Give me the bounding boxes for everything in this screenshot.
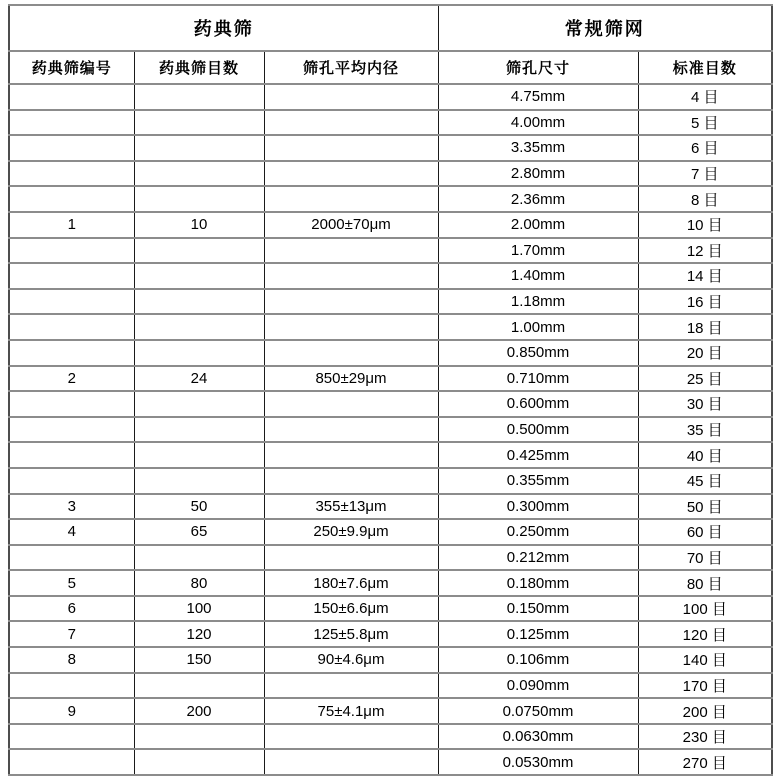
table-row (9, 417, 772, 443)
table-cell: 10 目 (638, 212, 772, 238)
table-cell (264, 238, 438, 264)
table-cell (264, 749, 438, 775)
table-cell: 12 目 (638, 238, 772, 264)
table-cell (264, 289, 438, 315)
table-cell (134, 391, 264, 417)
col-header-pharmacopoeia-sieve-mesh-count: 药典筛目数 (134, 51, 264, 84)
table-cell: 50 目 (638, 494, 772, 520)
table-cell: 2.00mm (438, 212, 638, 238)
table-cell: 70 目 (638, 545, 772, 571)
table-row (9, 135, 772, 161)
table-cell (134, 186, 264, 212)
table-cell: 30 目 (638, 391, 772, 417)
table-cell: 120 目 (638, 621, 772, 647)
table-cell (134, 340, 264, 366)
table-cell: 170 目 (638, 673, 772, 699)
table-cell (134, 161, 264, 187)
table-cell (9, 340, 134, 366)
table-cell (134, 724, 264, 750)
table-cell (264, 340, 438, 366)
table-row (9, 161, 772, 187)
table-cell: 100 目 (638, 596, 772, 622)
table-cell: 1.70mm (438, 238, 638, 264)
table-cell: 24 (134, 366, 264, 392)
table-cell: 40 目 (638, 442, 772, 468)
table-cell: 3.35mm (438, 135, 638, 161)
table-row (9, 186, 772, 212)
table-cell: 200 (134, 698, 264, 724)
table-cell: 4 (9, 519, 134, 545)
table-row (9, 263, 772, 289)
table-cell: 250±9.9μm (264, 519, 438, 545)
table-cell (9, 442, 134, 468)
table-cell: 60 目 (638, 519, 772, 545)
table-cell (9, 417, 134, 443)
table-cell (264, 314, 438, 340)
table-cell: 5 (9, 570, 134, 596)
table-row (9, 673, 772, 699)
table-row (9, 545, 772, 571)
table-cell: 0.180mm (438, 570, 638, 596)
table-cell: 230 目 (638, 724, 772, 750)
table-cell (134, 749, 264, 775)
table-row (9, 621, 772, 647)
table-cell (134, 468, 264, 494)
table-cell: 35 目 (638, 417, 772, 443)
table-cell: 180±7.6μm (264, 570, 438, 596)
table-cell: 9 (9, 698, 134, 724)
table-cell: 2000±70μm (264, 212, 438, 238)
table-cell (134, 545, 264, 571)
table-cell (264, 724, 438, 750)
table-row (9, 647, 772, 673)
table-cell: 5 目 (638, 110, 772, 136)
table-cell (264, 545, 438, 571)
table-cell: 0.425mm (438, 442, 638, 468)
table-cell: 45 目 (638, 468, 772, 494)
table-cell: 14 目 (638, 263, 772, 289)
table-cell: 0.250mm (438, 519, 638, 545)
group-header-pharmacopoeia-sieve: 药典筛 (9, 5, 438, 51)
table-cell: 10 (134, 212, 264, 238)
table-cell (9, 545, 134, 571)
table-row (9, 110, 772, 136)
table-cell (9, 724, 134, 750)
group-header-row (9, 5, 772, 51)
table-cell: 8 目 (638, 186, 772, 212)
col-header-aperture-size: 筛孔尺寸 (438, 51, 638, 84)
table-cell (134, 289, 264, 315)
table-cell (9, 186, 134, 212)
table-row (9, 84, 772, 110)
table-row (9, 570, 772, 596)
table-cell (264, 110, 438, 136)
column-header-row (9, 51, 772, 84)
table-cell (264, 84, 438, 110)
table-cell: 80 (134, 570, 264, 596)
table-cell: 3 (9, 494, 134, 520)
table-cell (264, 161, 438, 187)
table-cell: 2.80mm (438, 161, 638, 187)
table-cell: 18 目 (638, 314, 772, 340)
table-cell: 140 目 (638, 647, 772, 673)
table-row (9, 468, 772, 494)
table-cell: 0.600mm (438, 391, 638, 417)
table-cell: 4.00mm (438, 110, 638, 136)
table-cell (264, 673, 438, 699)
table-cell: 0.125mm (438, 621, 638, 647)
table-cell: 0.212mm (438, 545, 638, 571)
table-row (9, 442, 772, 468)
table-cell (264, 391, 438, 417)
table-cell (134, 442, 264, 468)
table-cell: 0.090mm (438, 673, 638, 699)
table-cell (9, 161, 134, 187)
table-cell: 270 目 (638, 749, 772, 775)
table-cell (9, 673, 134, 699)
table-cell: 2 (9, 366, 134, 392)
table-row (9, 366, 772, 392)
table-cell: 6 (9, 596, 134, 622)
table-cell: 25 目 (638, 366, 772, 392)
col-header-average-aperture-diameter: 筛孔平均内径 (264, 51, 438, 84)
table-cell (9, 263, 134, 289)
sieve-comparison-table-container (8, 4, 773, 776)
table-row (9, 238, 772, 264)
table-cell: 150 (134, 647, 264, 673)
table-row (9, 519, 772, 545)
table-cell (264, 263, 438, 289)
table-cell (264, 186, 438, 212)
table-cell (9, 289, 134, 315)
table-cell: 0.0630mm (438, 724, 638, 750)
table-cell: 0.106mm (438, 647, 638, 673)
table-cell: 80 目 (638, 570, 772, 596)
table-cell (9, 110, 134, 136)
table-cell: 7 (9, 621, 134, 647)
table-cell (134, 84, 264, 110)
table-row (9, 494, 772, 520)
table-row (9, 698, 772, 724)
table-cell (134, 263, 264, 289)
table-cell: 65 (134, 519, 264, 545)
table-row (9, 724, 772, 750)
table-cell: 75±4.1μm (264, 698, 438, 724)
table-cell (9, 468, 134, 494)
table-cell: 125±5.8μm (264, 621, 438, 647)
table-cell: 16 目 (638, 289, 772, 315)
table-cell: 2.36mm (438, 186, 638, 212)
table-body (9, 84, 772, 775)
table-cell: 1 (9, 212, 134, 238)
table-cell (9, 749, 134, 775)
table-row (9, 596, 772, 622)
table-cell: 4.75mm (438, 84, 638, 110)
table-cell: 200 目 (638, 698, 772, 724)
table-cell: 0.355mm (438, 468, 638, 494)
table-cell: 0.850mm (438, 340, 638, 366)
table-cell (9, 391, 134, 417)
table-cell: 50 (134, 494, 264, 520)
table-cell (264, 442, 438, 468)
col-header-pharmacopoeia-sieve-number: 药典筛编号 (9, 51, 134, 84)
table-cell (9, 135, 134, 161)
table-cell: 100 (134, 596, 264, 622)
table-cell: 0.500mm (438, 417, 638, 443)
table-cell (264, 468, 438, 494)
table-cell: 0.710mm (438, 366, 638, 392)
table-cell: 8 (9, 647, 134, 673)
table-cell (134, 110, 264, 136)
table-cell: 0.0750mm (438, 698, 638, 724)
table-cell (264, 135, 438, 161)
table-cell: 1.40mm (438, 263, 638, 289)
table-cell (9, 314, 134, 340)
table-cell: 7 目 (638, 161, 772, 187)
table-cell: 1.18mm (438, 289, 638, 315)
table-cell: 0.150mm (438, 596, 638, 622)
table-cell: 90±4.6μm (264, 647, 438, 673)
table-cell: 355±13μm (264, 494, 438, 520)
table-cell: 120 (134, 621, 264, 647)
table-cell (9, 238, 134, 264)
table-cell: 6 目 (638, 135, 772, 161)
sieve-comparison-table (8, 4, 773, 776)
table-cell (134, 314, 264, 340)
table-cell (134, 673, 264, 699)
table-cell (9, 84, 134, 110)
table-row (9, 340, 772, 366)
group-header-conventional-mesh: 常规筛网 (438, 5, 772, 51)
table-cell: 850±29μm (264, 366, 438, 392)
table-cell (134, 135, 264, 161)
table-cell: 4 目 (638, 84, 772, 110)
table-cell: 20 目 (638, 340, 772, 366)
table-cell: 1.00mm (438, 314, 638, 340)
table-cell (134, 238, 264, 264)
table-cell: 0.0530mm (438, 749, 638, 775)
table-row (9, 289, 772, 315)
table-cell (264, 417, 438, 443)
table-row (9, 749, 772, 775)
table-cell (134, 417, 264, 443)
col-header-standard-mesh-count: 标准目数 (638, 51, 772, 84)
table-row (9, 212, 772, 238)
table-cell: 150±6.6μm (264, 596, 438, 622)
table-row (9, 314, 772, 340)
table-row (9, 391, 772, 417)
table-cell: 0.300mm (438, 494, 638, 520)
